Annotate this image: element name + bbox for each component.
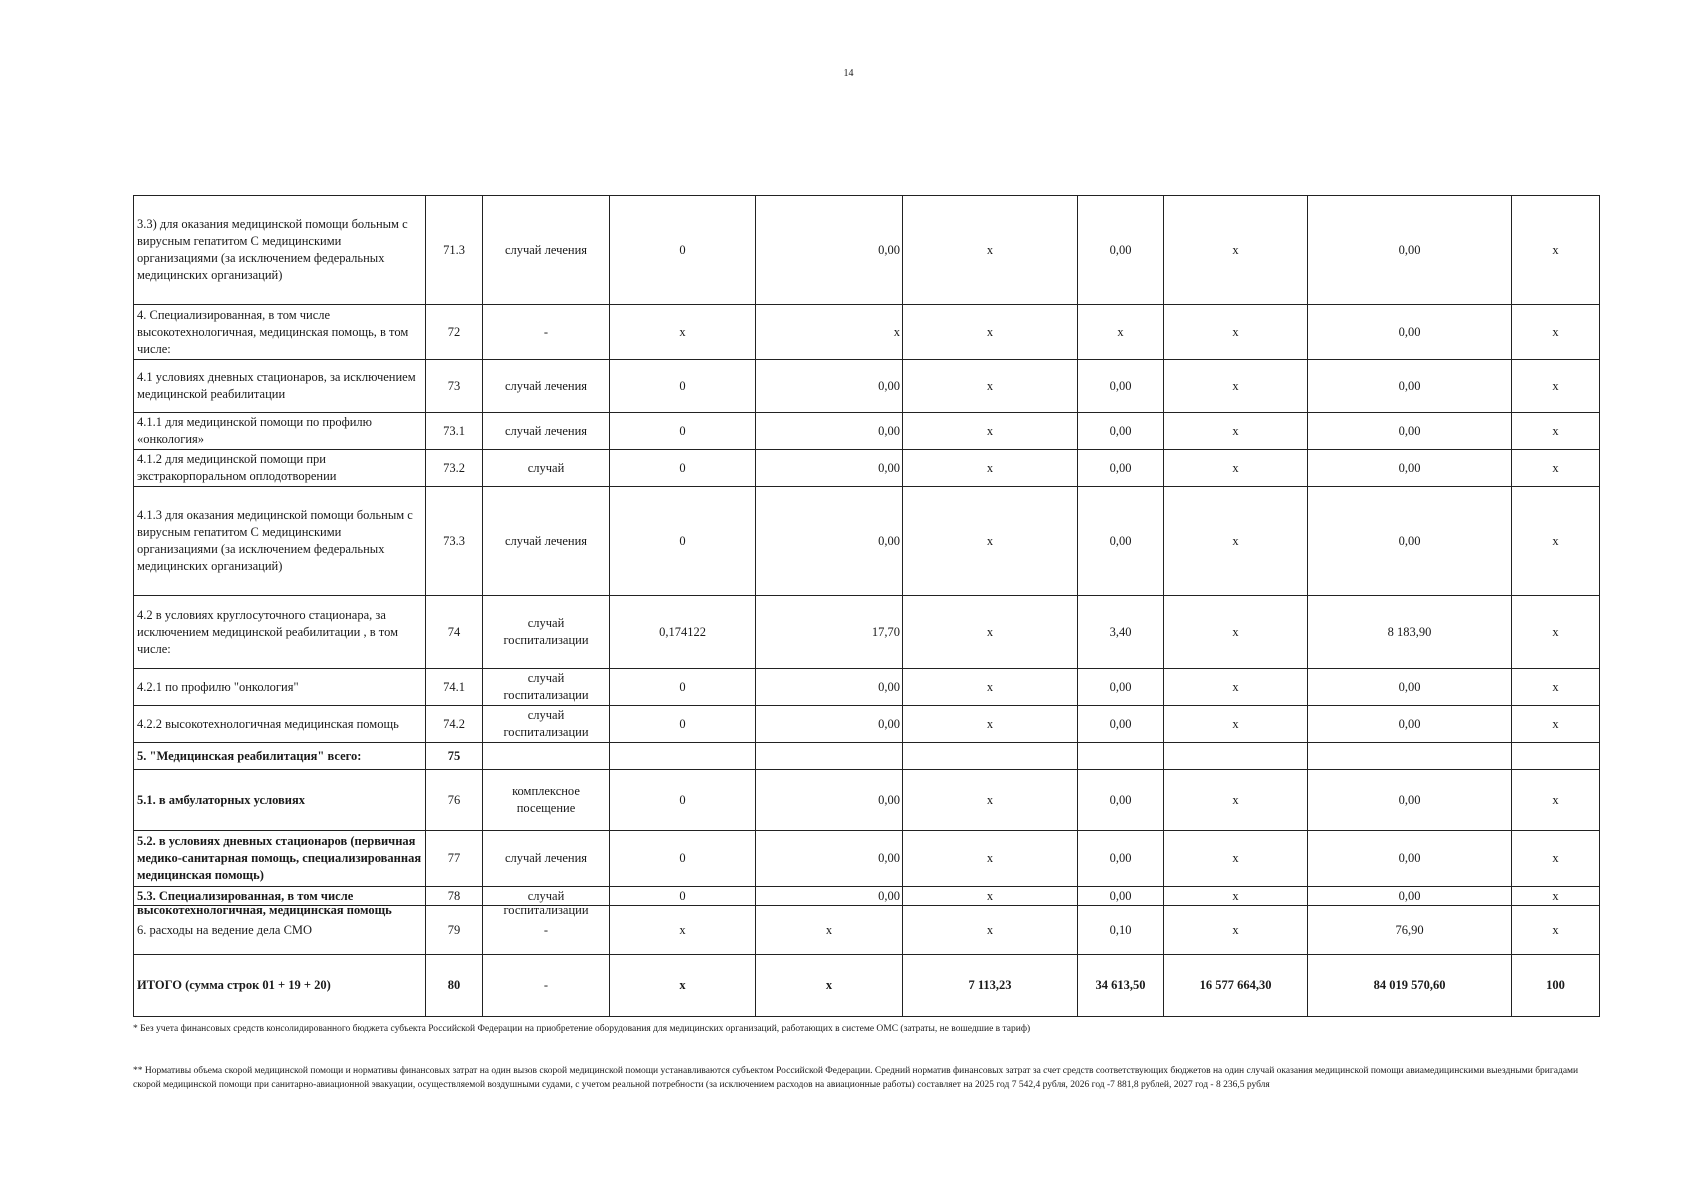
- row-unit: -: [483, 906, 610, 955]
- cell: 0,00: [1308, 487, 1512, 596]
- cell: 0: [610, 487, 756, 596]
- table-row: [134, 450, 1600, 487]
- cell: 0,00: [1308, 360, 1512, 413]
- cell: х: [1512, 706, 1600, 743]
- cell: 0,00: [1308, 305, 1512, 360]
- row-name: 5. "Медицинская реабилитация" всего:: [134, 743, 426, 770]
- row-code: 78: [426, 887, 483, 906]
- cell: 0,00: [1078, 831, 1164, 887]
- cell: 16 577 664,30: [1164, 955, 1308, 1017]
- cell: х: [1164, 305, 1308, 360]
- footnote-2: ** Нормативы объема скорой медицинской помощи и нормативы финансовых затрат на один вызов скорой медицинской помощи устанавливаются субъектом Российской Федерации. Средний норматив финансовых затрат за счет средств соответствующих бюджетов на один случай оказания медицинской помощи авиамедицинскими выездными бригадами скорой медицинской помощи при санитарно-авиационной эвакуации, осуществляемой воздушными судами, с учетом реальной потребности (за исключением расходов на авиационные работы) составляет на 2025 год 7 542,4 рубля, 2026 год -7 881,8 рублей, 2027 год - 8 236,5 рубля: [133, 1066, 1579, 1090]
- cell: 17,70: [756, 596, 903, 669]
- cell: 0,00: [1078, 487, 1164, 596]
- cell: [1164, 743, 1308, 770]
- cell: х: [903, 669, 1078, 706]
- cell: 0,00: [756, 669, 903, 706]
- cell: х: [1164, 669, 1308, 706]
- cell: х: [903, 906, 1078, 955]
- cell: 0,00: [756, 706, 903, 743]
- cell: 0,00: [1078, 450, 1164, 487]
- row-code: 74.1: [426, 669, 483, 706]
- row-name: 4. Специализированная, в том числе высокотехнологичная, медицинская помощь, в том числе:: [134, 305, 426, 360]
- cell: х: [1164, 360, 1308, 413]
- row-name: ИТОГО (сумма строк 01 + 19 + 20): [134, 955, 426, 1017]
- cell: [756, 743, 903, 770]
- row-code: 71.3: [426, 196, 483, 305]
- row-unit: [483, 743, 610, 770]
- cell: 0,00: [1308, 196, 1512, 305]
- cell: х: [1164, 706, 1308, 743]
- row-code: 80: [426, 955, 483, 1017]
- row-code: 79: [426, 906, 483, 955]
- cell: х: [903, 196, 1078, 305]
- row-name-cell: [134, 887, 426, 917]
- row-code: 72: [426, 305, 483, 360]
- cell: 0: [610, 360, 756, 413]
- cell: х: [1164, 196, 1308, 305]
- cell: [903, 743, 1078, 770]
- row-unit: случай лечения: [483, 360, 610, 413]
- cell: х: [610, 955, 756, 1017]
- cell: 0,00: [756, 413, 903, 450]
- cell: 0,00: [756, 450, 903, 487]
- cell: 0,00: [1308, 770, 1512, 831]
- row-code: 73.1: [426, 413, 483, 450]
- cell: 0,00: [756, 487, 903, 596]
- row-name: 3.3) для оказания медицинской помощи больным с вирусным гепатитом С медицинскими организациями (за исключением федеральных медицинских организаций): [134, 196, 426, 305]
- cell: х: [1512, 596, 1600, 669]
- cell: х: [610, 906, 756, 955]
- table-row-total: [134, 955, 1600, 1017]
- cell: х: [1164, 831, 1308, 887]
- cell: х: [903, 706, 1078, 743]
- row-code: 73: [426, 360, 483, 413]
- row-name: 4.1 условиях дневных стационаров, за исключением медицинской реабилитации: [134, 360, 426, 413]
- cell: х: [1512, 450, 1600, 487]
- row-code: 73.2: [426, 450, 483, 487]
- cell: х: [1164, 596, 1308, 669]
- cell: 0,00: [1078, 196, 1164, 305]
- cell: х: [1164, 887, 1308, 906]
- cell: х: [756, 305, 903, 360]
- cell: х: [610, 305, 756, 360]
- cell: х: [1164, 906, 1308, 955]
- cell: 0,00: [1308, 450, 1512, 487]
- table-row: [134, 305, 1600, 360]
- cell: х: [1512, 906, 1600, 955]
- cell: 8 183,90: [1308, 596, 1512, 669]
- cell: 0,00: [1078, 360, 1164, 413]
- row-unit: случай госпитализации: [483, 669, 610, 706]
- row-unit: случай лечения: [483, 831, 610, 887]
- cell: 7 113,23: [903, 955, 1078, 1017]
- row-unit: случай: [483, 450, 610, 487]
- cell: х: [903, 831, 1078, 887]
- row-code: 76: [426, 770, 483, 831]
- table-row: [134, 669, 1600, 706]
- table-row: [134, 831, 1600, 887]
- cell: х: [1078, 305, 1164, 360]
- cell: х: [1512, 196, 1600, 305]
- table-row: [134, 770, 1600, 831]
- row-name: 5.2. в условиях дневных стационаров (первичная медико-санитарная помощь, специализированная медицинская помощь): [134, 831, 426, 887]
- row-unit: случай лечения: [483, 487, 610, 596]
- cell: х: [1512, 360, 1600, 413]
- cell: х: [1512, 770, 1600, 831]
- row-name: 4.2 в условиях круглосуточного стационара, за исключением медицинской реабилитации , в том числе:: [134, 596, 426, 669]
- cell: 0: [610, 831, 756, 887]
- cell: х: [1164, 770, 1308, 831]
- cell: 0: [610, 450, 756, 487]
- cell: 0,00: [1308, 831, 1512, 887]
- table-row: [134, 887, 1600, 906]
- cell: 0,00: [1078, 770, 1164, 831]
- cell: 0,174122: [610, 596, 756, 669]
- row-unit: -: [483, 955, 610, 1017]
- cell: х: [1164, 413, 1308, 450]
- cell: 76,90: [1308, 906, 1512, 955]
- cell: 0,00: [1308, 413, 1512, 450]
- cell: 0,00: [756, 887, 903, 906]
- cell: 0,00: [756, 770, 903, 831]
- cell: 0,00: [1078, 887, 1164, 906]
- row-unit: случай госпитализации: [483, 596, 610, 669]
- row-code: 75: [426, 743, 483, 770]
- cell: х: [756, 906, 903, 955]
- cell: х: [903, 413, 1078, 450]
- cell: 0,00: [1078, 669, 1164, 706]
- financial-norms-table: [133, 195, 1600, 1017]
- table-row: [134, 360, 1600, 413]
- cell: 0,00: [756, 360, 903, 413]
- row-unit: случай госпитализации: [483, 706, 610, 743]
- cell: х: [1164, 450, 1308, 487]
- row-name: 4.2.1 по профилю "онкология": [134, 669, 426, 706]
- row-name: 6. расходы на ведение дела СМО: [134, 906, 426, 955]
- row-unit: случай лечения: [483, 196, 610, 305]
- cell: 34 613,50: [1078, 955, 1164, 1017]
- cell: 0,00: [1308, 706, 1512, 743]
- cell: 0: [610, 770, 756, 831]
- row-code: 74: [426, 596, 483, 669]
- table-row: [134, 196, 1600, 305]
- row-code: 73.3: [426, 487, 483, 596]
- row-unit: случай лечения: [483, 413, 610, 450]
- row-name: 4.2.2 высокотехнологичная медицинская помощь: [134, 706, 426, 743]
- table-row: [134, 487, 1600, 596]
- cell: х: [1512, 487, 1600, 596]
- cell: 0,00: [1308, 669, 1512, 706]
- cell: 0,10: [1078, 906, 1164, 955]
- cell: х: [903, 487, 1078, 596]
- cell: х: [903, 887, 1078, 906]
- cell: 0: [610, 887, 756, 906]
- row-name: 4.1.2 для медицинской помощи при экстракорпоральном оплодотворении: [134, 450, 426, 487]
- cell: х: [903, 360, 1078, 413]
- row-name: 5.3. Специализированная, в том числе высокотехнологичная, медицинская помощь: [137, 888, 392, 917]
- cell: х: [1512, 831, 1600, 887]
- cell: 84 019 570,60: [1308, 955, 1512, 1017]
- cell: [1308, 743, 1512, 770]
- row-name: 4.1.3 для оказания медицинской помощи больным с вирусным гепатитом С медицинскими организациями (за исключением федеральных медицинских организаций): [134, 487, 426, 596]
- cell: 0: [610, 706, 756, 743]
- footnote-1: * Без учета финансовых средств консолидированного бюджета субъекта Российской Федерации на приобретение оборудования для медицинских организаций, работающих в системе ОМС (затраты, не вошедшие в тариф): [133, 1024, 1031, 1034]
- cell: х: [1512, 669, 1600, 706]
- cell: [610, 743, 756, 770]
- table-row: [134, 413, 1600, 450]
- cell: 0: [610, 196, 756, 305]
- table-row: [134, 706, 1600, 743]
- cell: 0,00: [1078, 706, 1164, 743]
- cell: 0: [610, 669, 756, 706]
- row-unit: комплексное посещение: [483, 770, 610, 831]
- cell: х: [903, 450, 1078, 487]
- cell: х: [903, 596, 1078, 669]
- row-code: 77: [426, 831, 483, 887]
- cell: х: [1512, 413, 1600, 450]
- table-row: [134, 596, 1600, 669]
- cell: х: [1512, 887, 1600, 906]
- cell: [1512, 743, 1600, 770]
- cell: х: [903, 305, 1078, 360]
- row-unit: случай госпитализации: [503, 888, 589, 917]
- page-number: 14: [843, 68, 854, 79]
- cell: 0,00: [756, 196, 903, 305]
- cell: 3,40: [1078, 596, 1164, 669]
- cell: [1078, 743, 1164, 770]
- cell: 0,00: [756, 831, 903, 887]
- table-row: [134, 743, 1600, 770]
- cell: х: [1164, 487, 1308, 596]
- cell: 0,00: [1308, 887, 1512, 906]
- cell: х: [1512, 305, 1600, 360]
- cell: 0: [610, 413, 756, 450]
- cell: 100: [1512, 955, 1600, 1017]
- cell: 0,00: [1078, 413, 1164, 450]
- row-unit: -: [483, 305, 610, 360]
- cell: х: [903, 770, 1078, 831]
- row-code: 74.2: [426, 706, 483, 743]
- row-unit-cell: [483, 887, 610, 917]
- cell: х: [756, 955, 903, 1017]
- row-name: 4.1.1 для медицинской помощи по профилю «онкология»: [134, 413, 426, 450]
- row-name: 5.1. в амбулаторных условиях: [134, 770, 426, 831]
